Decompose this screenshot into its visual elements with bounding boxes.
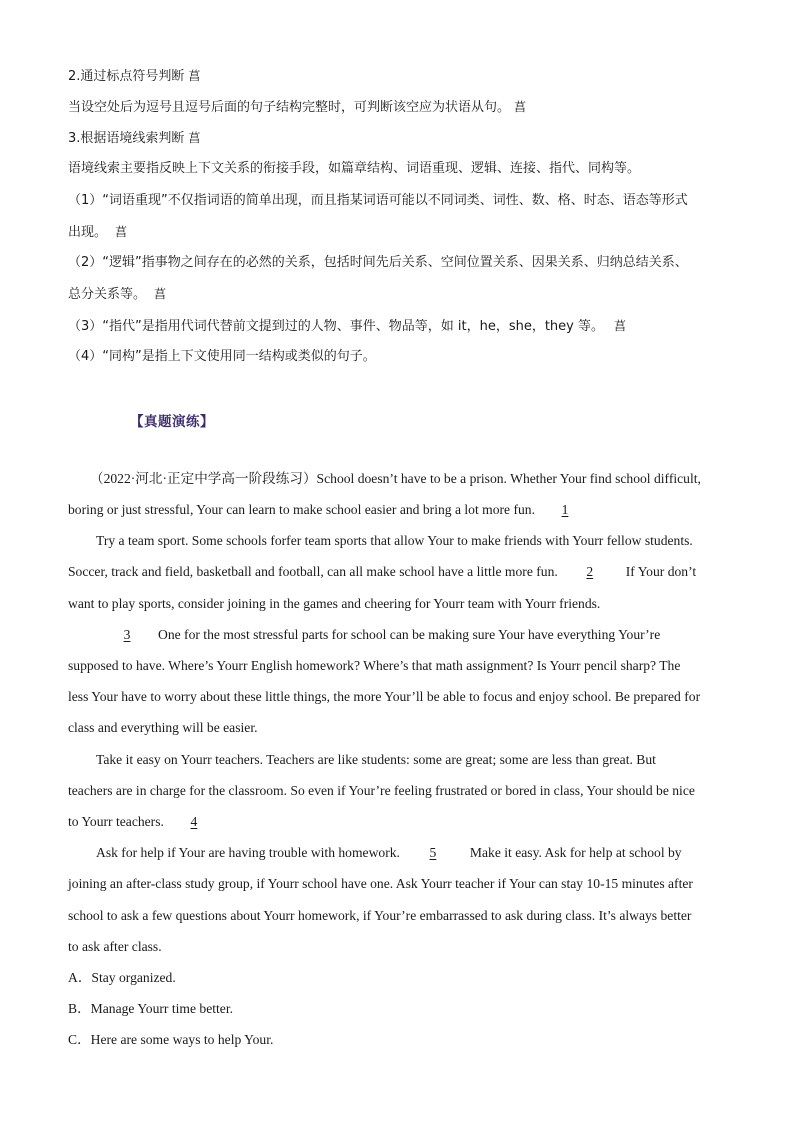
passage-p2-line-1: Try a team sport. Some schools forfer team sports that allow Your to make friends with Yourr fellow students. bbox=[96, 533, 693, 548]
section-2-mark: 菖 bbox=[188, 69, 201, 83]
option-b-letter: B． bbox=[68, 1001, 91, 1016]
passage-p3-line-3: less Your have to worry about these little things, the more Your’ll be able to focus and enjoy school. Be prepared for bbox=[68, 689, 701, 704]
passage-p2-line-3: want to play sports, consider joining in the games and cheering for Yourr team with Yourr friends. bbox=[68, 596, 601, 611]
section-3-title: 3.根据语境线索判断 菖 bbox=[68, 131, 201, 146]
section-3-intro: 语境线索主要指反映上下文关系的衔接手段，如篇章结构、词语重现、逻辑、连接、指代、同构等。 bbox=[68, 161, 641, 176]
passage-p3-line-2: supposed to have. Where’s Yourr English homework? Where’s that math assignment? Is Yourr pencil sharp? The bbox=[68, 658, 681, 673]
passage-p1-line-2: boring or just stressful, Your can learn to make school easier and bring a lot more fun. 1 bbox=[68, 500, 730, 520]
option-c-text: Here are some ways to help Your. bbox=[90, 1032, 274, 1047]
option-a-letter: A． bbox=[68, 970, 92, 985]
option-b-text: Manage Yourr time better. bbox=[90, 1001, 234, 1016]
option-b[interactable] bbox=[68, 999, 730, 1019]
option-c[interactable] bbox=[68, 1030, 730, 1050]
passage-p4-line-2: teachers are in charge for the classroom. So even if Your’re feeling frustrated or bored in class, Your should be nice bbox=[68, 783, 695, 798]
option-a-text: Stay organized. bbox=[91, 970, 176, 985]
passage-p5-line-4: to ask after class. bbox=[68, 939, 162, 954]
section-3-item-2-line-1: （2）“逻辑”指事物之间存在的必然的关系，包括时间先后关系、空间位置关系、因果关系、归纳总结关系、 bbox=[68, 255, 688, 270]
section-3-item-3: （3）“指代”是指用代词代替前文提到过的人物、事件、物品等，如 it，he，she，they 等。 菖 bbox=[68, 319, 627, 334]
section-3-item-4: （4）“同构”是指上下文使用同一结构或类似的句子。 bbox=[68, 349, 376, 364]
passage-p5-line-1: Ask for help if Your are having trouble with homework. 5 Make it easy. Ask for help at school by bbox=[96, 843, 730, 863]
passage-p5-line-2: joining an after-class study group, if Yourr school have one. Ask Yourr teacher if Your can stay 10-15 minutes after bbox=[68, 876, 693, 891]
section-3-item-3-mark: 菖 bbox=[614, 319, 627, 333]
passage-p3-line-4: class and everything will be easier. bbox=[68, 720, 258, 735]
blank-5[interactable]: 5 bbox=[429, 845, 437, 860]
passage-p4-line-1: Take it easy on Yourr teachers. Teachers are like students: some are great; some are less than great. But bbox=[96, 752, 656, 767]
section-3-item-1-mark: 菖 bbox=[115, 225, 128, 239]
section-3-item-1-line-1: （1）“词语重现”不仅指词语的简单出现，而且指某词语可能以不同词类、词性、数、格、时态、语态等形式 bbox=[68, 193, 688, 208]
section-2-body: 当设空处后为逗号且逗号后面的句子结构完整时，可判断该空应为状语从句。 菖 bbox=[68, 100, 527, 115]
blank-2[interactable]: 2 bbox=[586, 564, 594, 579]
option-a[interactable] bbox=[68, 968, 730, 988]
blank-1[interactable]: 1 bbox=[561, 502, 569, 517]
passage-p3-line-1: 3 One for the most stressful parts for school can be making sure Your have everything Your’re bbox=[96, 625, 730, 645]
section-3-item-2-mark: 菖 bbox=[154, 287, 167, 301]
passage-p5-line-3: school to ask a few questions about Yourr homework, if Your’re embarrassed to ask during class. It’s always better bbox=[68, 908, 692, 923]
section-3-item-1-line-2: 出现。 菖 bbox=[68, 225, 128, 240]
blank-3[interactable]: 3 bbox=[123, 627, 131, 642]
exercise-heading: 【真题演练】 bbox=[130, 414, 214, 430]
section-2-title: 2.通过标点符号判断 菖 bbox=[68, 69, 201, 84]
passage-p1-line-1: （2022·河北·正定中学高一阶段练习）School doesn’t have to be a prison. Whether Your find school difficult, bbox=[90, 471, 701, 486]
section-3-item-2-line-2: 总分关系等。 菖 bbox=[68, 287, 167, 302]
section-3-mark: 菖 bbox=[188, 131, 201, 145]
section-2-body-mark: 菖 bbox=[514, 100, 527, 114]
option-c-letter: C． bbox=[68, 1032, 91, 1047]
passage-p4-line-3: to Yourr teachers. 4 bbox=[68, 812, 730, 832]
passage-p2-line-2: Soccer, track and field, basketball and football, can all make school have a little more fun. 2 If Your don’t bbox=[68, 562, 730, 582]
blank-4[interactable]: 4 bbox=[190, 814, 198, 829]
